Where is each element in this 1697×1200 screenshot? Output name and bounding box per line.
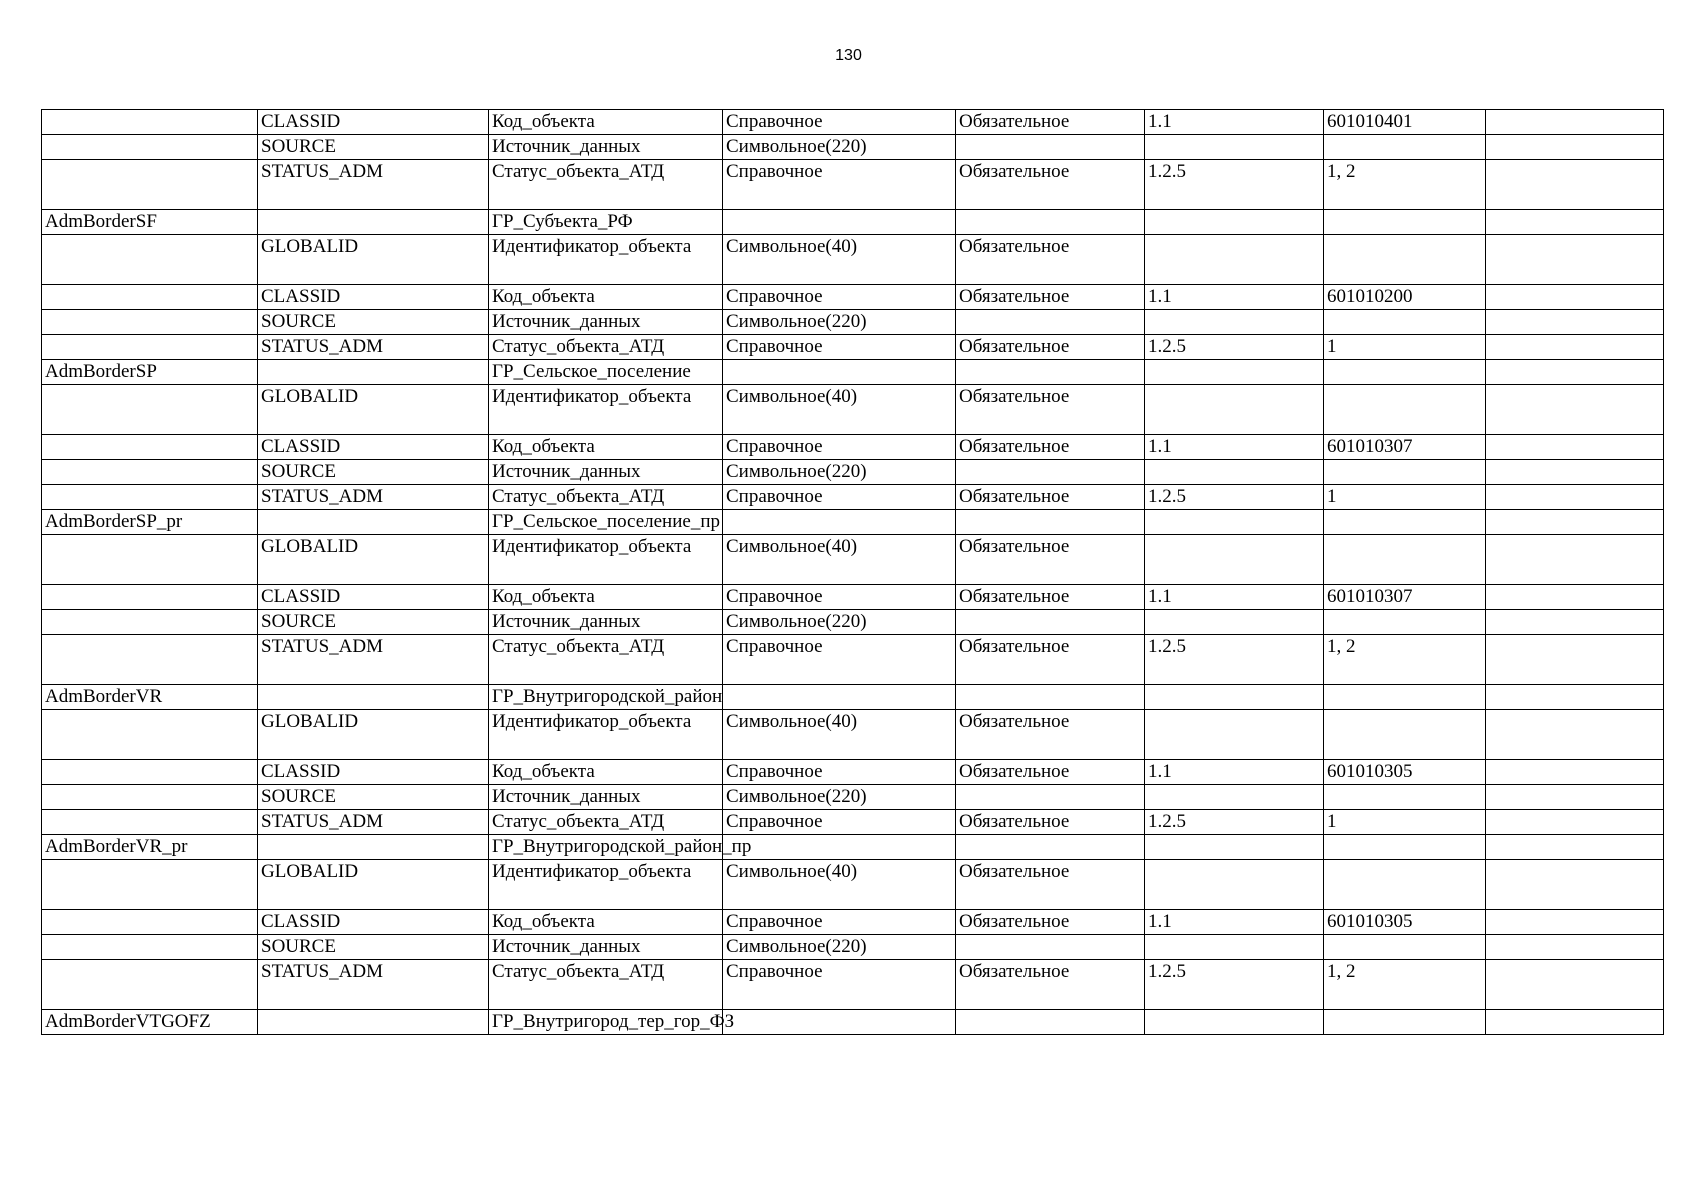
field-name-cell: SOURCE xyxy=(258,785,489,810)
domain-code-cell xyxy=(1145,510,1324,535)
field-alias-cell: Идентификатор_объекта xyxy=(489,710,723,760)
requirement-cell: Обязательное xyxy=(956,335,1145,360)
table-row xyxy=(42,435,1664,460)
requirement-cell: Обязательное xyxy=(956,110,1145,135)
table-row xyxy=(42,385,1664,435)
field-name-cell: SOURCE xyxy=(258,310,489,335)
field-alias-cell: Источник_данных xyxy=(489,135,723,160)
notes-cell xyxy=(1486,535,1664,585)
field-alias-cell: Код_объекта xyxy=(489,285,723,310)
data-type-cell: Справочное xyxy=(723,585,956,610)
field-name-cell: GLOBALID xyxy=(258,535,489,585)
data-type-cell: Справочное xyxy=(723,285,956,310)
requirement-cell xyxy=(956,685,1145,710)
value-cell: 601010307 xyxy=(1324,585,1486,610)
value-cell: 1, 2 xyxy=(1324,635,1486,685)
attribute-table xyxy=(41,109,1664,1035)
requirement-cell xyxy=(956,835,1145,860)
field-alias-cell: Статус_объекта_АТД xyxy=(489,160,723,210)
table-row xyxy=(42,585,1664,610)
notes-cell xyxy=(1486,785,1664,810)
feature-class-cell xyxy=(42,310,258,335)
feature-class-cell: AdmBorderVR xyxy=(42,685,258,710)
notes-cell xyxy=(1486,385,1664,435)
data-type-cell: Справочное xyxy=(723,335,956,360)
field-alias-cell: Идентификатор_объекта xyxy=(489,385,723,435)
requirement-cell xyxy=(956,1010,1145,1035)
field-name-cell: CLASSID xyxy=(258,585,489,610)
field-name-cell: GLOBALID xyxy=(258,235,489,285)
domain-code-cell xyxy=(1145,385,1324,435)
requirement-cell: Обязательное xyxy=(956,435,1145,460)
feature-class-cell: AdmBorderSF xyxy=(42,210,258,235)
table-row xyxy=(42,485,1664,510)
notes-cell xyxy=(1486,860,1664,910)
feature-class-cell xyxy=(42,635,258,685)
field-name-cell: CLASSID xyxy=(258,285,489,310)
domain-code-cell xyxy=(1145,710,1324,760)
notes-cell xyxy=(1486,610,1664,635)
requirement-cell: Обязательное xyxy=(956,760,1145,785)
data-type-cell: Символьное(40) xyxy=(723,535,956,585)
requirement-cell: Обязательное xyxy=(956,710,1145,760)
feature-class-cell xyxy=(42,810,258,835)
field-alias-cell: Статус_объекта_АТД xyxy=(489,960,723,1010)
field-name-cell: SOURCE xyxy=(258,610,489,635)
requirement-cell: Обязательное xyxy=(956,285,1145,310)
value-cell xyxy=(1324,860,1486,910)
feature-class-cell xyxy=(42,960,258,1010)
domain-code-cell xyxy=(1145,460,1324,485)
notes-cell xyxy=(1486,1010,1664,1035)
field-alias-cell: Идентификатор_объекта xyxy=(489,235,723,285)
field-name-cell: SOURCE xyxy=(258,135,489,160)
domain-code-cell: 1.2.5 xyxy=(1145,810,1324,835)
requirement-cell: Обязательное xyxy=(956,860,1145,910)
value-cell: 601010305 xyxy=(1324,760,1486,785)
field-name-cell: GLOBALID xyxy=(258,860,489,910)
field-name-cell: SOURCE xyxy=(258,935,489,960)
requirement-cell xyxy=(956,785,1145,810)
field-alias-cell: Статус_объекта_АТД xyxy=(489,485,723,510)
feature-class-cell: AdmBorderVR_pr xyxy=(42,835,258,860)
value-cell: 601010305 xyxy=(1324,910,1486,935)
value-cell xyxy=(1324,235,1486,285)
domain-code-cell xyxy=(1145,310,1324,335)
value-cell: 1 xyxy=(1324,810,1486,835)
feature-class-cell xyxy=(42,110,258,135)
data-type-cell xyxy=(723,1010,956,1035)
notes-cell xyxy=(1486,335,1664,360)
notes-cell xyxy=(1486,160,1664,210)
data-type-cell: Символьное(220) xyxy=(723,460,956,485)
value-cell xyxy=(1324,935,1486,960)
field-alias-cell: ГР_Сельское_поселение_пр xyxy=(489,510,723,535)
notes-cell xyxy=(1486,310,1664,335)
field-alias-cell: ГР_Субъекта_РФ xyxy=(489,210,723,235)
field-alias-cell: Код_объекта xyxy=(489,760,723,785)
feature-class-cell xyxy=(42,385,258,435)
data-type-cell: Символьное(220) xyxy=(723,610,956,635)
field-name-cell xyxy=(258,1010,489,1035)
field-alias-cell: Идентификатор_объекта xyxy=(489,860,723,910)
notes-cell xyxy=(1486,485,1664,510)
value-cell xyxy=(1324,510,1486,535)
data-type-cell: Символьное(40) xyxy=(723,235,956,285)
notes-cell xyxy=(1486,210,1664,235)
field-name-cell: SOURCE xyxy=(258,460,489,485)
table-row xyxy=(42,935,1664,960)
field-alias-cell: Источник_данных xyxy=(489,785,723,810)
table-row xyxy=(42,510,1664,535)
notes-cell xyxy=(1486,960,1664,1010)
requirement-cell: Обязательное xyxy=(956,160,1145,210)
table-row xyxy=(42,810,1664,835)
feature-class-cell xyxy=(42,710,258,760)
data-type-cell: Справочное xyxy=(723,760,956,785)
table-row xyxy=(42,910,1664,935)
notes-cell xyxy=(1486,435,1664,460)
notes-cell xyxy=(1486,685,1664,710)
notes-cell xyxy=(1486,635,1664,685)
table-row xyxy=(42,210,1664,235)
data-type-cell: Справочное xyxy=(723,810,956,835)
field-alias-cell: Код_объекта xyxy=(489,910,723,935)
field-name-cell: CLASSID xyxy=(258,110,489,135)
requirement-cell: Обязательное xyxy=(956,235,1145,285)
field-name-cell xyxy=(258,510,489,535)
feature-class-cell xyxy=(42,335,258,360)
domain-code-cell xyxy=(1145,135,1324,160)
field-alias-cell: Источник_данных xyxy=(489,460,723,485)
domain-code-cell xyxy=(1145,1010,1324,1035)
feature-class-cell xyxy=(42,910,258,935)
value-cell: 1, 2 xyxy=(1324,960,1486,1010)
requirement-cell xyxy=(956,135,1145,160)
value-cell xyxy=(1324,360,1486,385)
requirement-cell xyxy=(956,460,1145,485)
table-row xyxy=(42,310,1664,335)
feature-class-cell xyxy=(42,610,258,635)
table-row xyxy=(42,635,1664,685)
feature-class-cell xyxy=(42,935,258,960)
table-row xyxy=(42,460,1664,485)
field-alias-cell: ГР_Внутригород_тер_гор_ФЗ xyxy=(489,1010,723,1035)
value-cell xyxy=(1324,135,1486,160)
domain-code-cell xyxy=(1145,860,1324,910)
field-alias-cell: Статус_объекта_АТД xyxy=(489,335,723,360)
feature-class-cell: AdmBorderVTGOFZ xyxy=(42,1010,258,1035)
value-cell xyxy=(1324,310,1486,335)
field-name-cell xyxy=(258,360,489,385)
field-alias-cell: Код_объекта xyxy=(489,585,723,610)
table-row xyxy=(42,235,1664,285)
requirement-cell: Обязательное xyxy=(956,585,1145,610)
data-type-cell: Справочное xyxy=(723,635,956,685)
requirement-cell xyxy=(956,935,1145,960)
table-row xyxy=(42,860,1664,910)
domain-code-cell: 1.2.5 xyxy=(1145,160,1324,210)
notes-cell xyxy=(1486,135,1664,160)
value-cell: 1, 2 xyxy=(1324,160,1486,210)
feature-class-cell: AdmBorderSP_pr xyxy=(42,510,258,535)
field-alias-cell: Код_объекта xyxy=(489,435,723,460)
field-alias-cell: Код_объекта xyxy=(489,110,723,135)
value-cell xyxy=(1324,835,1486,860)
field-alias-cell: Источник_данных xyxy=(489,935,723,960)
value-cell: 1 xyxy=(1324,485,1486,510)
value-cell xyxy=(1324,685,1486,710)
value-cell xyxy=(1324,610,1486,635)
field-name-cell: STATUS_ADM xyxy=(258,160,489,210)
data-type-cell xyxy=(723,685,956,710)
table-row xyxy=(42,335,1664,360)
requirement-cell: Обязательное xyxy=(956,910,1145,935)
feature-class-cell xyxy=(42,160,258,210)
value-cell xyxy=(1324,710,1486,760)
domain-code-cell: 1.1 xyxy=(1145,285,1324,310)
data-type-cell: Символьное(220) xyxy=(723,135,956,160)
field-alias-cell: Источник_данных xyxy=(489,610,723,635)
feature-class-cell: AdmBorderSP xyxy=(42,360,258,385)
notes-cell xyxy=(1486,235,1664,285)
feature-class-cell xyxy=(42,235,258,285)
data-type-cell: Символьное(40) xyxy=(723,710,956,760)
requirement-cell xyxy=(956,360,1145,385)
field-name-cell xyxy=(258,210,489,235)
domain-code-cell xyxy=(1145,360,1324,385)
field-alias-cell: ГР_Внутригородской_район xyxy=(489,685,723,710)
data-type-cell: Справочное xyxy=(723,110,956,135)
notes-cell xyxy=(1486,810,1664,835)
field-alias-cell: ГР_Внутригородской_район_пр xyxy=(489,835,723,860)
domain-code-cell: 1.1 xyxy=(1145,435,1324,460)
domain-code-cell xyxy=(1145,210,1324,235)
data-type-cell: Символьное(40) xyxy=(723,385,956,435)
domain-code-cell xyxy=(1145,785,1324,810)
value-cell xyxy=(1324,1010,1486,1035)
value-cell: 1 xyxy=(1324,335,1486,360)
notes-cell xyxy=(1486,835,1664,860)
data-type-cell: Символьное(220) xyxy=(723,310,956,335)
domain-code-cell: 1.2.5 xyxy=(1145,635,1324,685)
field-name-cell: STATUS_ADM xyxy=(258,485,489,510)
domain-code-cell xyxy=(1145,685,1324,710)
feature-class-cell xyxy=(42,285,258,310)
domain-code-cell xyxy=(1145,835,1324,860)
field-alias-cell: Идентификатор_объекта xyxy=(489,535,723,585)
requirement-cell: Обязательное xyxy=(956,535,1145,585)
requirement-cell: Обязательное xyxy=(956,960,1145,1010)
field-name-cell: CLASSID xyxy=(258,760,489,785)
table-row xyxy=(42,285,1664,310)
requirement-cell xyxy=(956,510,1145,535)
value-cell xyxy=(1324,210,1486,235)
data-type-cell: Справочное xyxy=(723,485,956,510)
data-type-cell: Символьное(220) xyxy=(723,935,956,960)
feature-class-cell xyxy=(42,460,258,485)
value-cell: 601010307 xyxy=(1324,435,1486,460)
data-type-cell: Символьное(40) xyxy=(723,860,956,910)
domain-code-cell xyxy=(1145,535,1324,585)
requirement-cell: Обязательное xyxy=(956,485,1145,510)
feature-class-cell xyxy=(42,435,258,460)
field-name-cell xyxy=(258,685,489,710)
field-name-cell: STATUS_ADM xyxy=(258,635,489,685)
table-row xyxy=(42,110,1664,135)
table-row xyxy=(42,960,1664,1010)
table-row xyxy=(42,835,1664,860)
data-type-cell: Справочное xyxy=(723,435,956,460)
requirement-cell xyxy=(956,610,1145,635)
notes-cell xyxy=(1486,760,1664,785)
feature-class-cell xyxy=(42,135,258,160)
table-row xyxy=(42,1010,1664,1035)
table-row xyxy=(42,685,1664,710)
domain-code-cell xyxy=(1145,935,1324,960)
data-type-cell xyxy=(723,510,956,535)
table-row xyxy=(42,785,1664,810)
requirement-cell: Обязательное xyxy=(956,385,1145,435)
feature-class-cell xyxy=(42,535,258,585)
notes-cell xyxy=(1486,585,1664,610)
page-number: 130 xyxy=(835,47,862,64)
feature-class-cell xyxy=(42,860,258,910)
requirement-cell xyxy=(956,210,1145,235)
notes-cell xyxy=(1486,360,1664,385)
data-type-cell xyxy=(723,835,956,860)
value-cell xyxy=(1324,535,1486,585)
notes-cell xyxy=(1486,935,1664,960)
domain-code-cell: 1.1 xyxy=(1145,910,1324,935)
table-body xyxy=(42,110,1664,1035)
field-name-cell: CLASSID xyxy=(258,910,489,935)
data-type-cell: Справочное xyxy=(723,960,956,1010)
data-type-cell: Справочное xyxy=(723,910,956,935)
value-cell: 601010200 xyxy=(1324,285,1486,310)
value-cell xyxy=(1324,460,1486,485)
requirement-cell xyxy=(956,310,1145,335)
field-name-cell: GLOBALID xyxy=(258,385,489,435)
domain-code-cell: 1.1 xyxy=(1145,110,1324,135)
table-row xyxy=(42,135,1664,160)
notes-cell xyxy=(1486,910,1664,935)
domain-code-cell xyxy=(1145,235,1324,285)
table-row xyxy=(42,535,1664,585)
table-row xyxy=(42,610,1664,635)
domain-code-cell: 1.1 xyxy=(1145,585,1324,610)
notes-cell xyxy=(1486,110,1664,135)
field-name-cell: STATUS_ADM xyxy=(258,960,489,1010)
value-cell xyxy=(1324,785,1486,810)
data-type-cell xyxy=(723,360,956,385)
field-alias-cell: Источник_данных xyxy=(489,310,723,335)
notes-cell xyxy=(1486,710,1664,760)
field-name-cell: GLOBALID xyxy=(258,710,489,760)
table-row xyxy=(42,760,1664,785)
feature-class-cell xyxy=(42,760,258,785)
data-type-cell: Символьное(220) xyxy=(723,785,956,810)
feature-class-cell xyxy=(42,485,258,510)
domain-code-cell: 1.2.5 xyxy=(1145,960,1324,1010)
feature-class-cell xyxy=(42,585,258,610)
field-name-cell: CLASSID xyxy=(258,435,489,460)
domain-code-cell xyxy=(1145,610,1324,635)
notes-cell xyxy=(1486,460,1664,485)
table-row xyxy=(42,360,1664,385)
value-cell xyxy=(1324,385,1486,435)
feature-class-cell xyxy=(42,785,258,810)
field-name-cell xyxy=(258,835,489,860)
domain-code-cell: 1.2.5 xyxy=(1145,485,1324,510)
field-alias-cell: Статус_объекта_АТД xyxy=(489,810,723,835)
notes-cell xyxy=(1486,285,1664,310)
table-row xyxy=(42,710,1664,760)
field-name-cell: STATUS_ADM xyxy=(258,810,489,835)
field-name-cell: STATUS_ADM xyxy=(258,335,489,360)
requirement-cell: Обязательное xyxy=(956,810,1145,835)
notes-cell xyxy=(1486,510,1664,535)
domain-code-cell: 1.2.5 xyxy=(1145,335,1324,360)
data-type-cell: Справочное xyxy=(723,160,956,210)
domain-code-cell: 1.1 xyxy=(1145,760,1324,785)
field-alias-cell: ГР_Сельское_поселение xyxy=(489,360,723,385)
value-cell: 601010401 xyxy=(1324,110,1486,135)
data-type-cell xyxy=(723,210,956,235)
table-row xyxy=(42,160,1664,210)
field-alias-cell: Статус_объекта_АТД xyxy=(489,635,723,685)
requirement-cell: Обязательное xyxy=(956,635,1145,685)
